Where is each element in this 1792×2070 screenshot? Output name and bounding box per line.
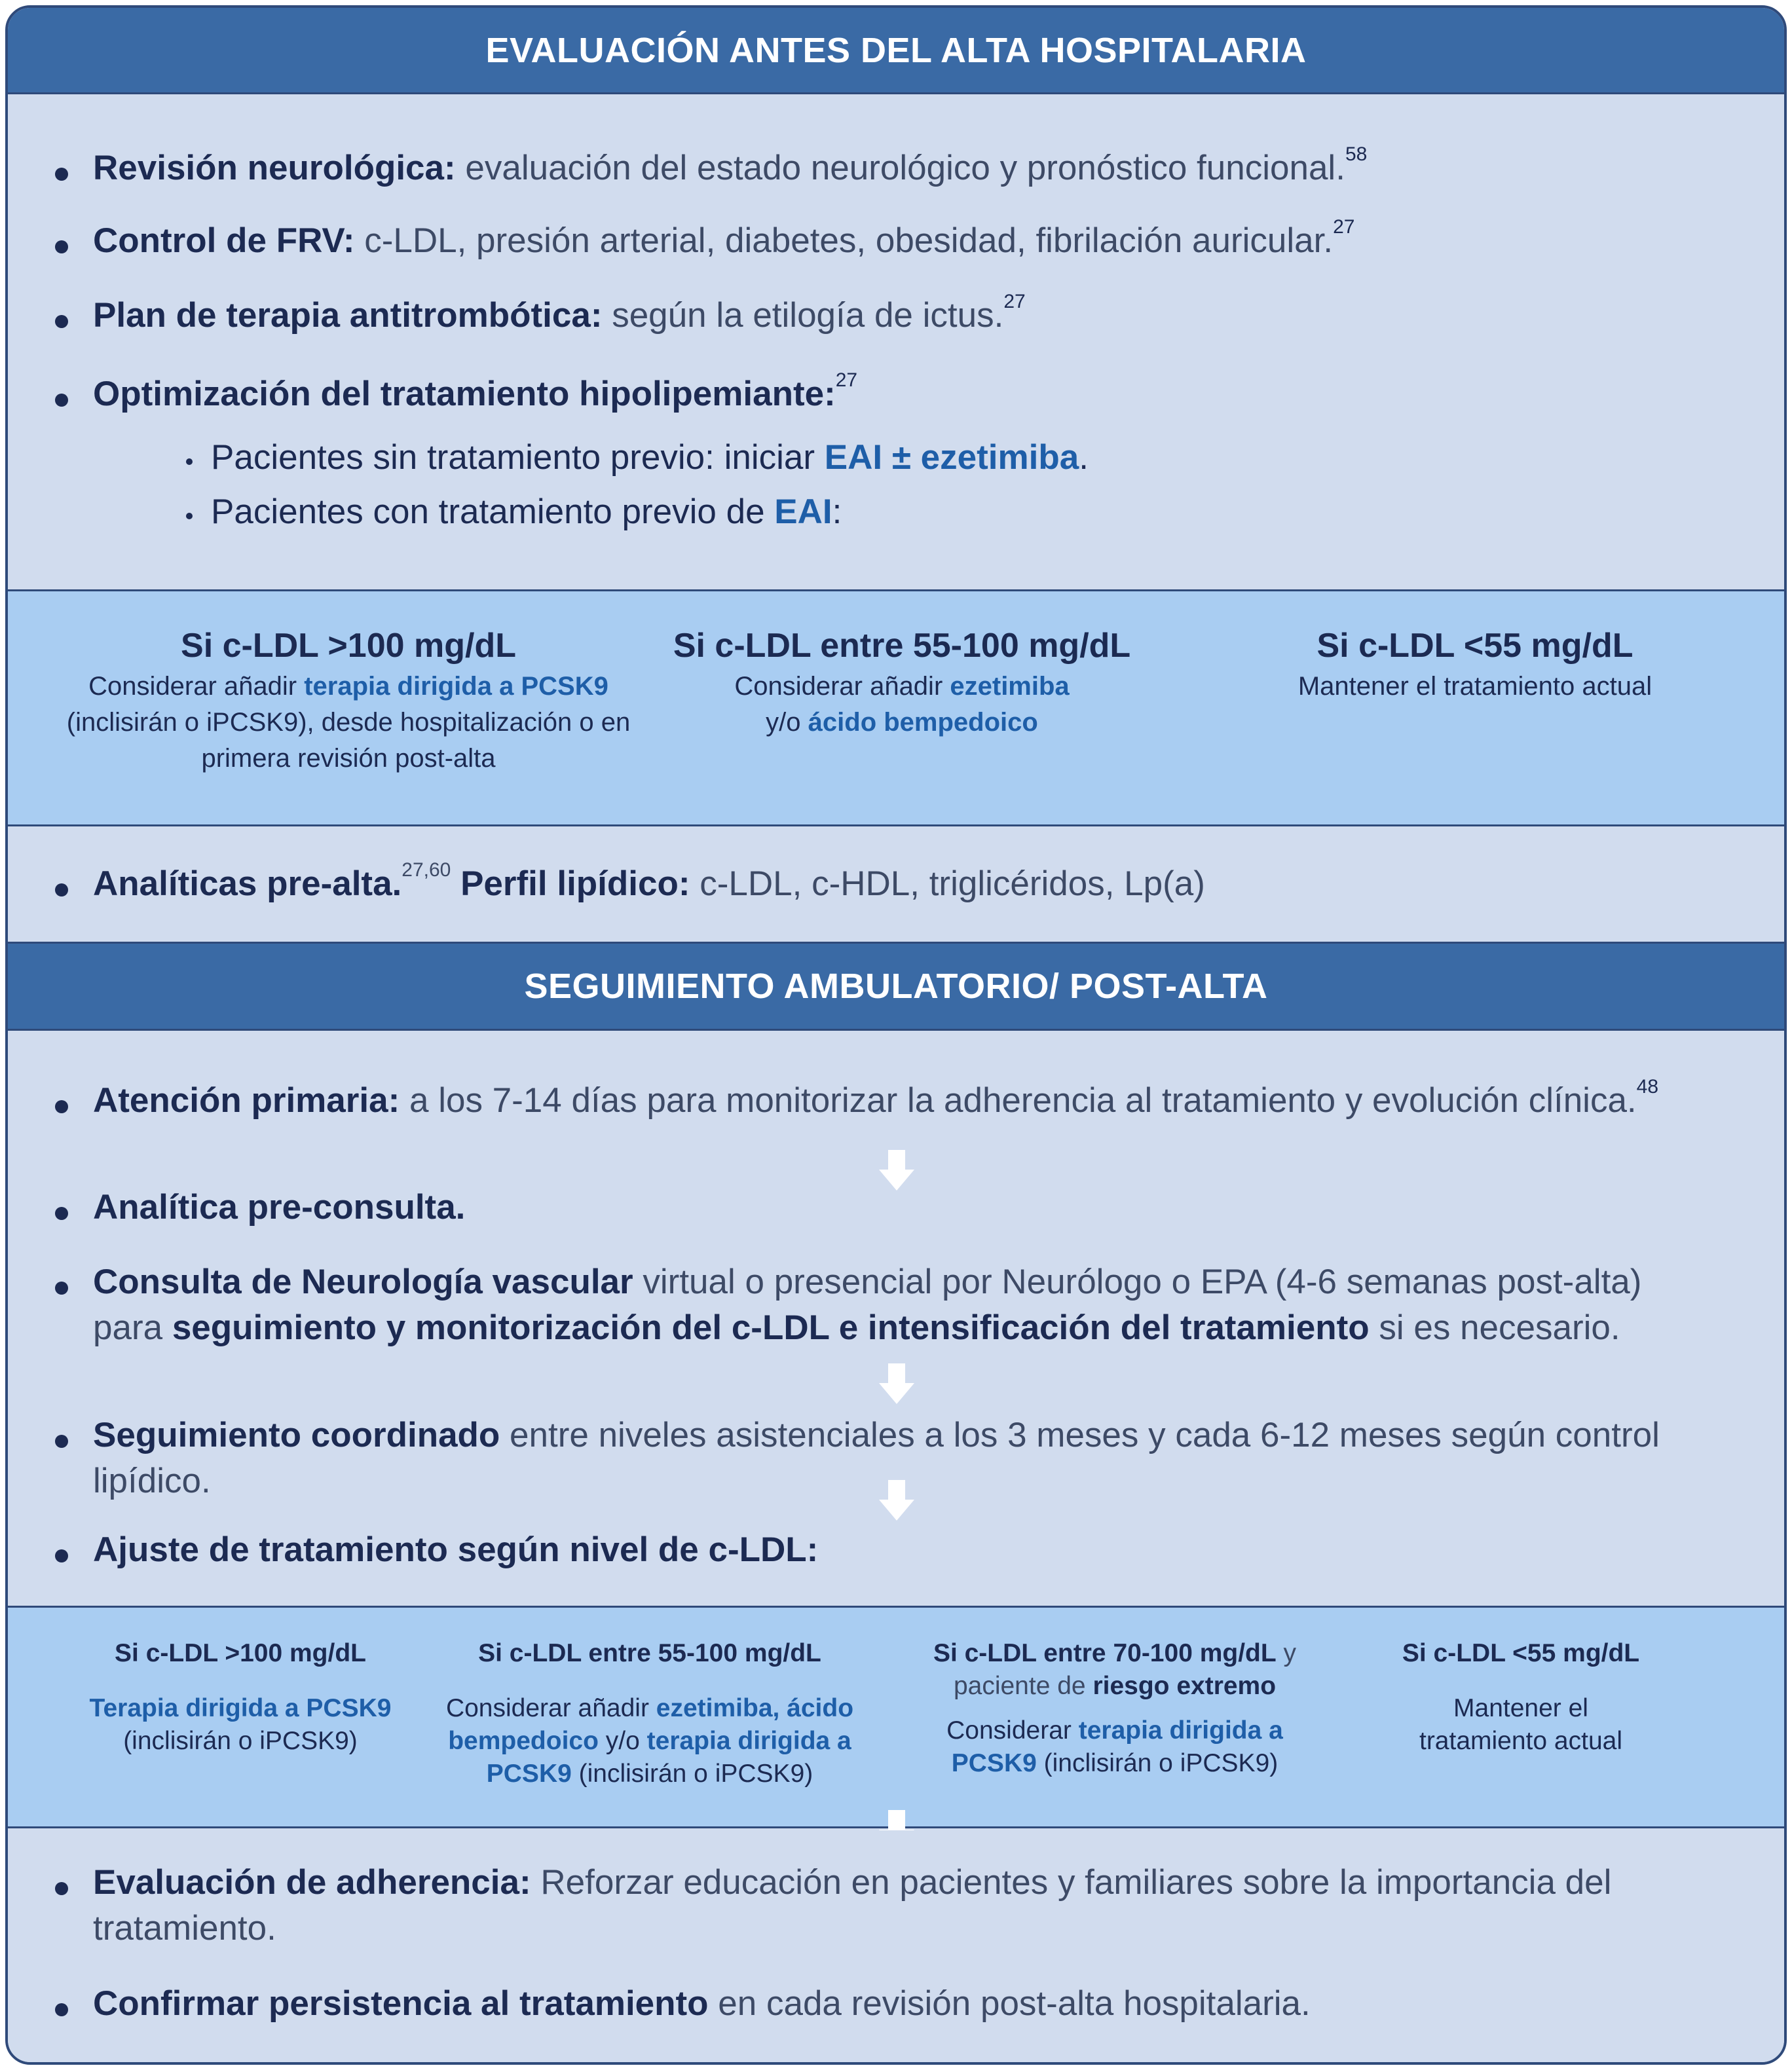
ldl-column-under-55: Si c-LDL <55 mg/dL Mantener el tratamiento actual — [1402, 1639, 1640, 1755]
subitem-prior-eai: Pacientes con tratamiento previo de EAI: — [211, 489, 842, 535]
adherence-panel — [8, 1830, 1784, 2065]
list-item-neuro-review: Revisión neurológica: evaluación del estado neurológico y pronóstico funcional.$^{58}$ — [93, 145, 1666, 191]
section-header-pre-discharge: EVALUACIÓN ANTES DEL ALTA HOSPITALARIA — [8, 8, 1784, 94]
ldl-column-over-100: Si c-LDL >100 mg/dL Terapia dirigida a PCSK9 (inclisirán o iPCSK9) — [89, 1639, 392, 1755]
list-item-neurology-consult: Consulta de Neurología vascular virtual o presencial por Neurólogo o EPA (4-6 semanas post-alta) para seguimiento y monitorización del c-LDL e intensificación del tratamiento si es necesario. — [93, 1259, 1666, 1351]
list-item-coordinated-follow-up: Seguimiento coordinado entre niveles asistenciales a los 3 meses y cada 6-12 meses según control lipídico. — [93, 1413, 1666, 1504]
ldl-thresholds-pre-discharge — [8, 589, 1784, 826]
arrow-down-icon — [879, 1363, 914, 1407]
ldl-column-55-100: Si c-LDL entre 55-100 mg/dL Considerar añadir ezetimiba y/o ácido bempedoico — [673, 627, 1131, 737]
pre-discharge-panel — [8, 96, 1784, 591]
section-header-follow-up: SEGUIMIENTO AMBULATORIO/ POST-ALTA — [8, 942, 1784, 1031]
ldl-column-55-100: Si c-LDL entre 55-100 mg/dL Considerar añadir ezetimiba, ácido bempedoico y/o terapia dirigida a PCSK9 (inclisirán o iPCSK9) — [445, 1639, 854, 1788]
follow-up-panel — [8, 1033, 1784, 1606]
list-item-primary-care: Atención primaria: a los 7-14 días para monitorizar la adherencia al tratamiento y evolución clínica.$^{48}$ — [93, 1078, 1666, 1124]
arrow-down-icon — [879, 1480, 914, 1523]
ldl-column-under-55: Si c-LDL <55 mg/dL Mantener el tratamiento actual — [1297, 627, 1652, 701]
list-item-lipid-optimization: Optimización del tratamiento hipolipemiante:$^{27}$ — [93, 371, 1666, 417]
list-item-antithrombotic-plan: Plan de terapia antitrombótica: según la etilogía de ictus.$^{27}$ — [93, 293, 1666, 339]
algorithm-frame — [5, 5, 1787, 2065]
list-item-frv-control: Control de FRV: c-LDL, presión arterial, diabetes, obesidad, fibrilación auricular.$^{27}$ — [93, 218, 1666, 264]
ldl-column-over-100: Si c-LDL >100 mg/dL Considerar añadir terapia dirigida a PCSK9 (inclisirán o iPCSK9), desde hospitalización o en primera revisión post-alta — [66, 627, 631, 773]
ldl-column-70-100-extreme-risk: Si c-LDL entre 70-100 mg/dL y paciente de riesgo extremo Considerar terapia dirigida a PCSK9 (inclisirán o iPCSK9) — [933, 1639, 1297, 1777]
list-item-adherence: Evaluación de adherencia: Reforzar educación en pacientes y familiares sobre la importancia del tratamiento. — [93, 1860, 1666, 1951]
pre-discharge-analytics-panel — [8, 826, 1784, 942]
list-item-treatment-adjustment: Ajuste de tratamiento según nivel de c-LDL: — [93, 1527, 1666, 1573]
list-item-pre-discharge-analytics: Analíticas pre-alta.$^{27,60}$ Perfil lipídico: c-LDL, c-HDL, triglicéridos, Lp(a) — [93, 861, 1666, 907]
list-item-pre-consult-analytics: Analítica pre-consulta. — [93, 1185, 1666, 1230]
ldl-thresholds-follow-up — [8, 1606, 1784, 1828]
list-item-persistence: Confirmar persistencia al tratamiento en cada revisión post-alta hospitalaria. — [93, 1981, 1666, 2027]
subitem-no-prior-treatment: Pacientes sin tratamiento previo: iniciar EAI ± ezetimiba. — [211, 435, 1089, 481]
